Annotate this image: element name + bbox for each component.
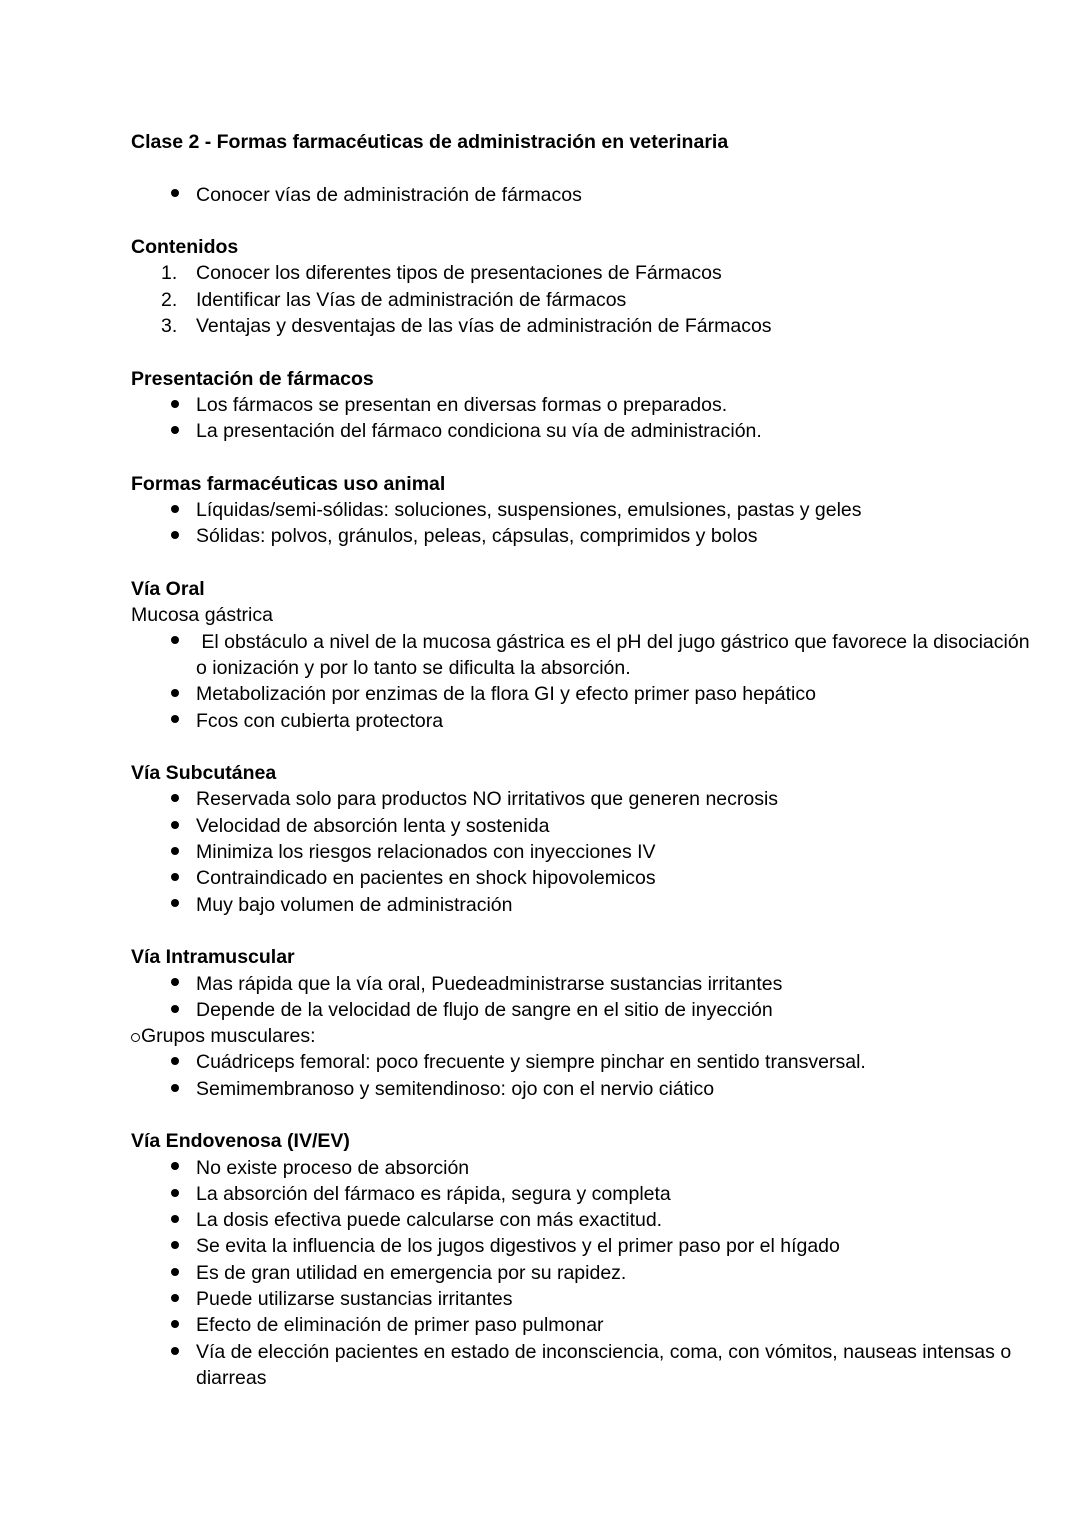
list-item: Se evita la influencia de los jugos digestivos y el primer paso por el hígado	[131, 1233, 1031, 1259]
bullet-icon	[165, 865, 185, 891]
bullet-icon	[165, 1207, 185, 1233]
list-item: 1. Conocer los diferentes tipos de presentaciones de Fármacos	[161, 262, 722, 285]
list-item: Es de gran utilidad en emergencia por su rapidez.	[131, 1260, 1031, 1286]
bullet-icon	[165, 523, 185, 549]
circle-bullet-icon	[131, 1033, 140, 1042]
list-item: Metabolización por enzimas de la flora GI y efecto primer paso hepático	[131, 681, 1031, 707]
via-oral-list	[131, 629, 1035, 734]
bullet-icon	[165, 997, 185, 1023]
bullet-icon	[165, 1049, 185, 1075]
list-item: Depende de la velocidad de flujo de sangre en el sitio de inyección	[131, 997, 1031, 1023]
list-item: La dosis efectiva puede calcularse con más exactitud.	[131, 1207, 1031, 1233]
bullet-icon	[165, 392, 185, 418]
bullet-icon	[165, 1076, 185, 1102]
bullet-icon	[165, 629, 185, 655]
bullet-icon	[165, 1233, 185, 1259]
list-item: Contraindicado en pacientes en shock hipovolemicos	[131, 865, 1031, 891]
list-item: Vía de elección pacientes en estado de inconsciencia, coma, con vómitos, nauseas intensas o diarreas	[131, 1339, 1031, 1392]
bullet-icon	[165, 708, 185, 734]
bullet-icon	[165, 1155, 185, 1181]
list-item: Semimembranoso y semitendinoso: ojo con el nervio ciático	[131, 1076, 1031, 1102]
section-heading-via-intramuscular: Vía Intramuscular	[131, 946, 295, 969]
list-item: Efecto de eliminación de primer paso pulmonar	[131, 1312, 1031, 1338]
formas-list	[131, 497, 1031, 550]
list-item: Velocidad de absorción lenta y sostenida	[131, 813, 1031, 839]
list-item: Conocer vías de administración de fármacos	[131, 182, 1031, 208]
bullet-icon	[165, 839, 185, 865]
section-heading-formas: Formas farmacéuticas uso animal	[131, 472, 446, 495]
bullet-icon	[165, 418, 185, 444]
list-item: 3. Ventajas y desventajas de las vías de administración de Fármacos	[161, 315, 772, 338]
presentacion-list	[131, 392, 1031, 445]
section-heading-via-oral: Vía Oral	[131, 578, 205, 601]
bullet-icon	[165, 1286, 185, 1312]
list-item: Líquidas/semi-sólidas: soluciones, suspensiones, emulsiones, pastas y geles	[131, 497, 1031, 523]
list-item: Sólidas: polvos, gránulos, peleas, cápsulas, comprimidos y bolos	[131, 523, 1031, 549]
grupos-musculares-label: Grupos musculares:	[131, 1023, 1031, 1049]
bullet-icon	[165, 786, 185, 812]
list-item: Reservada solo para productos NO irritativos que generen necrosis	[131, 786, 1031, 812]
via-endovenosa-list	[131, 1155, 1031, 1392]
bullet-icon	[165, 892, 185, 918]
subheading-mucosa: Mucosa gástrica	[131, 604, 273, 627]
bullet-icon	[165, 971, 185, 997]
list-item: Muy bajo volumen de administración	[131, 892, 1031, 918]
bullet-icon	[165, 1339, 185, 1365]
section-heading-via-endovenosa: Vía Endovenosa (IV/EV)	[131, 1130, 350, 1153]
list-item: La presentación del fármaco condiciona su vía de administración.	[131, 418, 1031, 444]
bullet-icon	[165, 681, 185, 707]
list-item: Mas rápida que la vía oral, Puedeadministrarse sustancias irritantes	[131, 971, 1031, 997]
document-title: Clase 2 - Formas farmacéuticas de administración en veterinaria	[131, 131, 729, 153]
list-item: Los fármacos se presentan en diversas formas o preparados.	[131, 392, 1031, 418]
list-item: Minimiza los riesgos relacionados con inyecciones IV	[131, 839, 1031, 865]
via-intramuscular-list	[131, 971, 1031, 1024]
list-item: Cuádriceps femoral: poco frecuente y siempre pinchar en sentido transversal.	[131, 1049, 1031, 1075]
bullet-icon	[165, 1260, 185, 1286]
section-heading-via-subcutanea: Vía Subcutánea	[131, 762, 277, 785]
bullet-icon	[165, 182, 185, 208]
grupos-musculares-list	[131, 1049, 1031, 1102]
objectives-list	[131, 182, 1031, 208]
list-item: El obstáculo a nivel de la mucosa gástrica es el pH del jugo gástrico que favorece la disociación o ionización y por lo tanto se dificulta la absorción.	[131, 629, 1031, 682]
list-item: La absorción del fármaco es rápida, segura y completa	[131, 1181, 1031, 1207]
list-item: Fcos con cubierta protectora	[131, 708, 1031, 734]
bullet-icon	[165, 813, 185, 839]
via-subcutanea-list	[131, 786, 1031, 917]
bullet-icon	[165, 497, 185, 523]
document-page	[131, 129, 1035, 1391]
list-item: No existe proceso de absorción	[131, 1155, 1031, 1181]
contenidos-list	[131, 260, 1031, 339]
bullet-icon	[165, 1181, 185, 1207]
bullet-icon	[165, 1312, 185, 1338]
list-item: Puede utilizarse sustancias irritantes	[131, 1286, 1031, 1312]
section-heading-contenidos: Contenidos	[131, 236, 239, 259]
list-item: 2. Identificar las Vías de administración de fármacos	[161, 288, 627, 311]
section-heading-presentacion: Presentación de fármacos	[131, 367, 374, 390]
